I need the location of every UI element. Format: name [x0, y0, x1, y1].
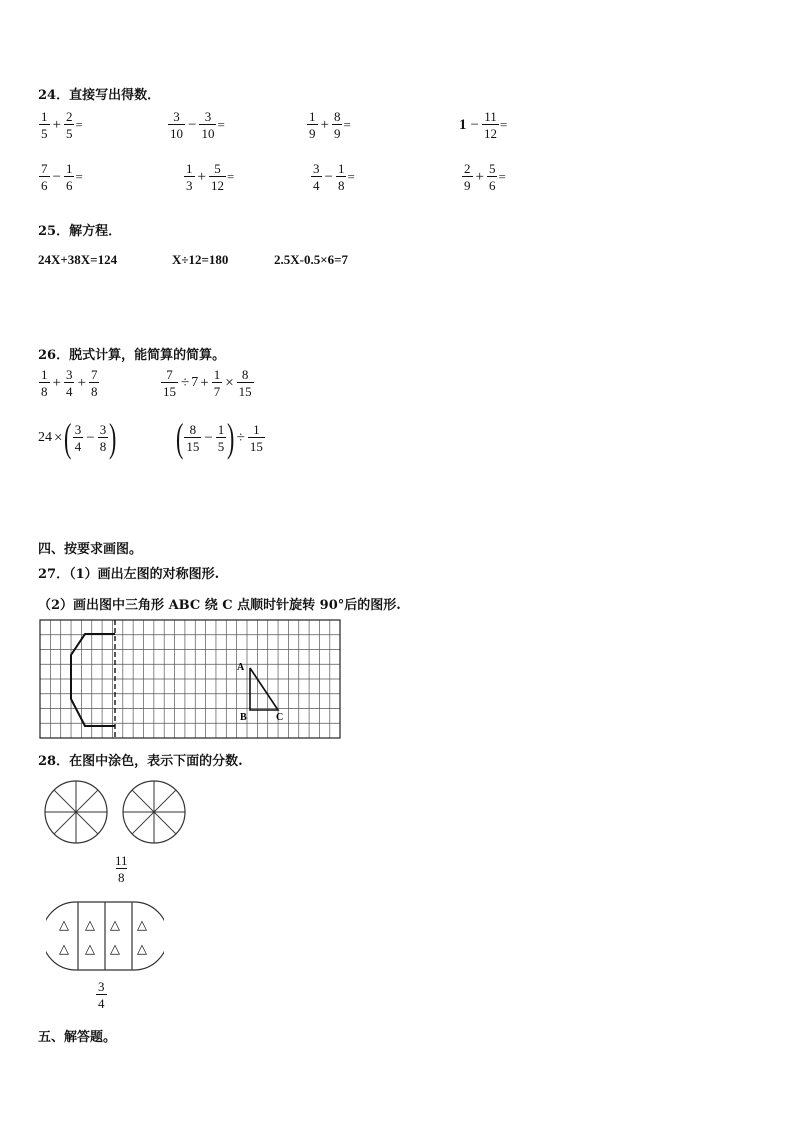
triangle-abc: [250, 668, 278, 710]
mental-math-expression: 1 − $\frac{11}{12}$ =: [459, 109, 508, 141]
q25-title: 25．解方程．: [38, 224, 122, 239]
triangle-icon: △: [59, 917, 69, 932]
triangle-icon: △: [59, 941, 69, 956]
triangle-icon: △: [110, 917, 120, 932]
calc-expression-3: 24 × ( $\frac{3}{4}$ − $\frac{3}{8}$ ): [38, 415, 117, 460]
label-a: A: [237, 662, 245, 673]
fraction: $\frac{1}{9}$: [309, 109, 316, 141]
fraction: $\frac{11}{12}$: [483, 109, 497, 141]
triangle-icon: △: [110, 941, 120, 956]
section-4-title: 四、按要求画图。: [38, 542, 143, 557]
fraction: $\frac{7}{15}$: [163, 367, 176, 399]
fraction: $\frac{3}{10}$: [201, 109, 215, 141]
fraction: $\frac{3}{4}$: [74, 422, 82, 454]
fraction: $\frac{1}{7}$: [213, 367, 221, 399]
fraction: $\frac{3}{4}$: [65, 367, 73, 399]
fraction: $\frac{2}{5}$: [65, 109, 73, 141]
q27-sub2: （2）画出图中三角形 ABC 绕 C 点顺时针旋转 90°后的图形.: [38, 598, 401, 613]
q28-title: 28．在图中涂色，表示下面的分数.: [38, 754, 243, 769]
equation-2: X÷12=180: [172, 252, 229, 267]
mental-math-expression: $\frac{3}{10}$ − $\frac{3}{10}$ =: [170, 109, 225, 141]
fraction: $\frac{1}{5}$: [217, 422, 225, 454]
fraction: $\frac{1}{8}$: [41, 367, 48, 399]
fraction: $\frac{5}{12}$: [210, 161, 224, 193]
circle-eighths: [123, 781, 185, 843]
half-shape: [71, 634, 115, 726]
fraction: $\frac{5}{6}$: [488, 161, 496, 193]
fraction: $\frac{3}{4}$: [313, 161, 320, 193]
fraction: $\frac{8}{15}$: [186, 422, 200, 454]
q27-title: 27．（1）画出左图的对称图形.: [38, 567, 220, 582]
mental-math-expression: $\frac{7}{6}$ − $\frac{1}{6}$ =: [41, 161, 83, 193]
fraction: $\frac{1}{8}$: [337, 161, 345, 193]
mental-math-expression: $\frac{2}{9}$ + $\frac{5}{6}$ =: [464, 161, 506, 193]
label-c: C: [276, 712, 284, 723]
q24-title: 24．直接写出得数．: [38, 88, 161, 103]
circle-eighths: [45, 781, 107, 843]
q27-grid-figure: [38, 618, 344, 742]
mental-math-expression: $\frac{3}{4}$ − $\frac{1}{8}$ =: [313, 161, 355, 193]
triangle-icon: △: [137, 941, 147, 956]
equation-3: 2.5X-0.5×6=7: [274, 252, 349, 267]
mental-math-expression: $\frac{1}{9}$ + $\frac{8}{9}$ =: [309, 109, 351, 141]
fraction: $\frac{2}{9}$: [464, 161, 471, 193]
calc-expression-1: $\frac{1}{8}$ + $\frac{3}{4}$ + $\frac{7}{8}$: [41, 367, 98, 399]
triangle-icon: △: [85, 917, 95, 932]
triangles-figure: [46, 900, 164, 972]
fraction: $\frac{8}{15}$: [238, 367, 252, 399]
calc-expression-4: ( $\frac{8}{15}$ − $\frac{1}{5}$ ) ÷ $\frac{1}{15}$: [175, 415, 263, 460]
section-5-title: 五、解答题。: [38, 1030, 117, 1045]
fraction: $\frac{3}{10}$: [170, 109, 183, 141]
label-b: B: [240, 712, 247, 723]
fraction: $\frac{3}{8}$: [99, 422, 107, 454]
fraction: $\frac{1}{3}$: [186, 161, 193, 193]
fraction: $\frac{1}{15}$: [249, 422, 263, 454]
calc-expression-2: $\frac{7}{15}$ ÷ 7 + $\frac{1}{7}$ × $\frac{8}{15}$: [163, 367, 252, 399]
mental-math-expression: $\frac{1}{3}$ + $\frac{5}{12}$ =: [186, 161, 235, 193]
fraction: $\frac{7}{8}$: [90, 367, 98, 399]
circles-figure: [42, 778, 202, 850]
equation-1: 24X+38X=124: [38, 252, 118, 267]
fraction: $\frac{1}{6}$: [65, 161, 73, 193]
fraction-3-4: $\frac{3}{4}$: [98, 979, 105, 1011]
fraction-11-8: $\frac{11}{8}$: [115, 853, 128, 885]
fraction: $\frac{1}{5}$: [41, 109, 48, 141]
triangle-icon: △: [137, 917, 147, 932]
fraction: $\frac{8}{9}$: [333, 109, 341, 141]
fraction: $\frac{7}{6}$: [41, 161, 48, 193]
mental-math-expression: $\frac{1}{5}$ + $\frac{2}{5}$ =: [41, 109, 83, 141]
triangle-icon: △: [85, 941, 95, 956]
q26-title: 26．脱式计算，能简算的简算。: [38, 348, 226, 363]
